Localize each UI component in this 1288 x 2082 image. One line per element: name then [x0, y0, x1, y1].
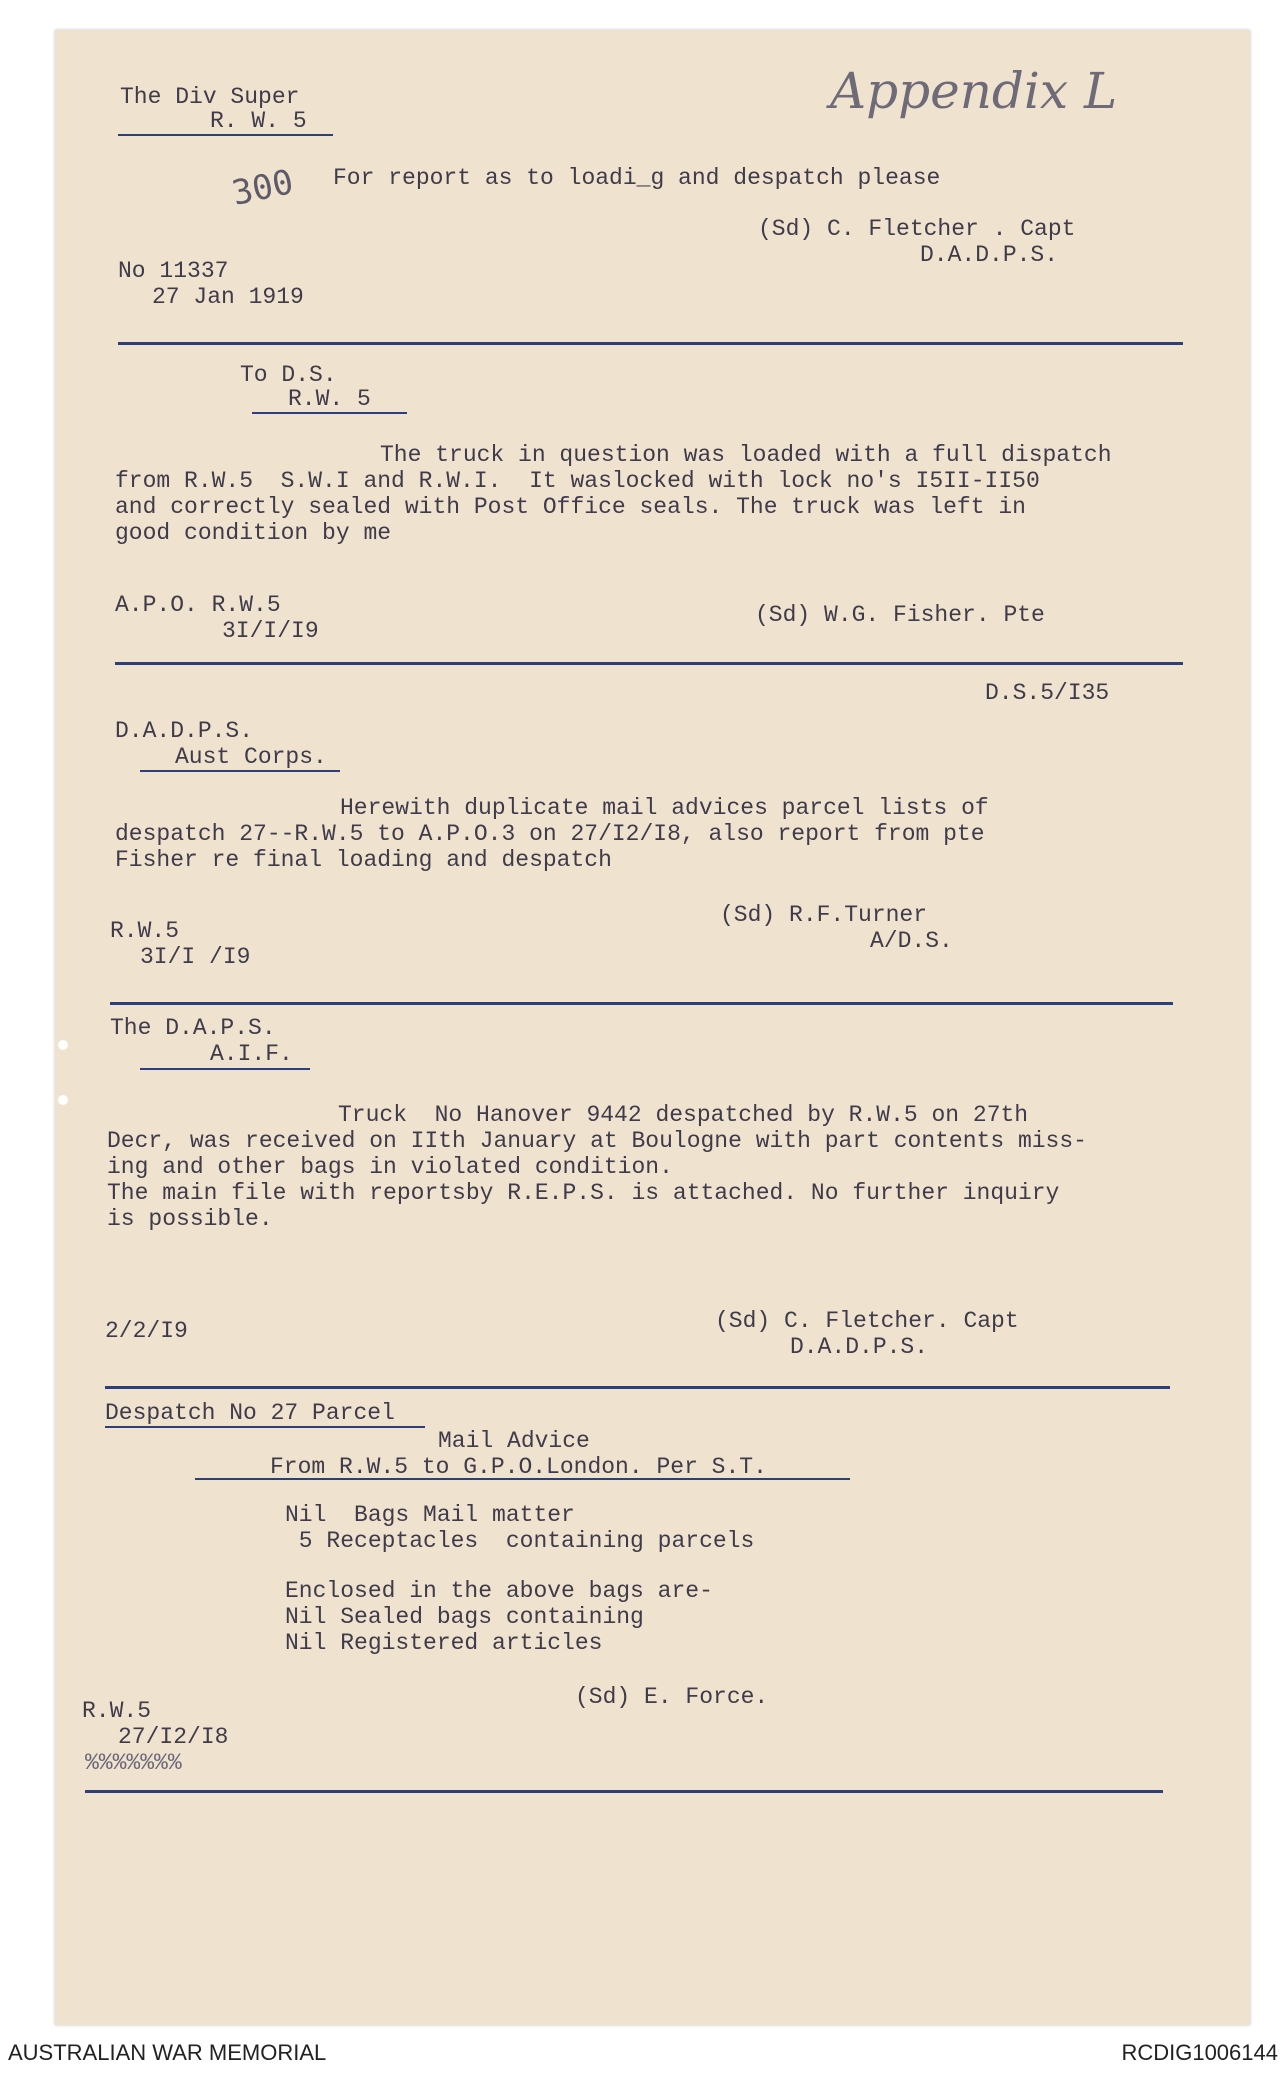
section2-from: A.P.O. R.W.5 [115, 592, 281, 618]
handwritten-appendix-note: Appendix L [830, 62, 1118, 120]
section3-rank: A/D.S. [870, 928, 953, 954]
punch-hole [58, 1040, 68, 1050]
section5-enclosure-line: Enclosed in the above bags are- [285, 1578, 713, 1604]
section5-enclosure-line: Nil Sealed bags containing [285, 1604, 644, 1630]
section3-signature: (Sd) R.F.Turner [720, 902, 928, 928]
section5-item: Nil Bags Mail matter [285, 1502, 575, 1528]
section1-addressee: The Div Super [120, 84, 300, 110]
underline [118, 134, 333, 136]
section3-body-line: Herewith duplicate mail advices parcel lists of [340, 795, 989, 821]
section3-date: 3I/I /I9 [140, 944, 251, 970]
section3-addressee: D.A.D.P.S. [115, 718, 254, 744]
section2-body-line: and correctly sealed with Post Office seals. The truck was left in [115, 494, 1026, 520]
section4-signature: (Sd) C. Fletcher. Capt [715, 1308, 1019, 1334]
underline [105, 1426, 425, 1428]
section1-body: For report as to loadi_g and despatch please [333, 165, 941, 191]
section4-body-line: Decr, was received on IIth January at Boulogne with part contents miss- [107, 1128, 1087, 1154]
section5-from: R.W.5 [82, 1698, 152, 1724]
section4-body-line: is possible. [107, 1206, 273, 1232]
section-divider [105, 1386, 1170, 1389]
section4-date: 2/2/I9 [105, 1318, 188, 1344]
underline [252, 412, 407, 414]
section1-rank: D.A.D.P.S. [920, 242, 1059, 268]
section5-heading: Despatch No 27 Parcel [105, 1400, 395, 1426]
section4-body-line: Truck No Hanover 9442 despatched by R.W.5 on 27th [338, 1102, 1029, 1128]
underline [140, 1068, 310, 1070]
section-divider [110, 1002, 1173, 1005]
section3-body-line: Fisher re final loading and despatch [115, 847, 612, 873]
section3-reference: D.S.5/I35 [985, 680, 1110, 706]
footer-institution: AUSTRALIAN WAR MEMORIAL [8, 2040, 327, 2065]
section1-addressee-unit: R. W. 5 [210, 108, 307, 134]
section4-addressee-unit: A.I.F. [210, 1041, 293, 1067]
section5-typed-marks: %%%%%%% [85, 1750, 182, 1776]
punch-hole [58, 1095, 68, 1105]
section5-subheading: Mail Advice [438, 1428, 590, 1454]
section-divider [118, 342, 1183, 345]
section5-date: 27/I2/I8 [118, 1724, 229, 1750]
section3-body-line: despatch 27--R.W.5 to A.P.O.3 on 27/I2/I8, also report from pte [115, 821, 985, 847]
section4-body-line: The main file with reportsby R.E.P.S. is attached. No further inquiry [107, 1180, 1060, 1206]
stamp-number: 300 [228, 162, 297, 214]
section-divider [85, 1790, 1163, 1793]
section2-body-line: from R.W.5 S.W.I and R.W.I. It waslocked with lock no's I5II-II50 [115, 468, 1040, 494]
section2-body-line: The truck in question was loaded with a full dispatch [380, 442, 1112, 468]
section2-signature: (Sd) W.G. Fisher. Pte [755, 602, 1045, 628]
section2-addressee-unit: R.W. 5 [288, 386, 371, 412]
section2-date: 3I/I/I9 [222, 618, 319, 644]
section4-rank: D.A.D.P.S. [790, 1334, 929, 1360]
section1-date: 27 Jan 1919 [152, 284, 304, 310]
section5-enclosure-line: Nil Registered articles [285, 1630, 603, 1656]
section3-addressee-unit: Aust Corps. [175, 744, 327, 770]
footer-record-id: RCDIG1006144 [1121, 2040, 1278, 2065]
section2-addressee: To D.S. [240, 362, 337, 388]
section4-body-line: ing and other bags in violated condition. [107, 1154, 673, 1180]
section5-signature: (Sd) E. Force. [575, 1684, 769, 1710]
section5-from-line: From R.W.5 to G.P.O.London. Per S.T. [270, 1454, 767, 1480]
section3-from: R.W.5 [110, 918, 180, 944]
underline [140, 770, 340, 772]
section4-addressee: The D.A.P.S. [110, 1015, 276, 1041]
underline [195, 1478, 850, 1480]
section1-signature: (Sd) C. Fletcher . Capt [758, 216, 1076, 242]
section2-body-line: good condition by me [115, 520, 392, 546]
section-divider [115, 662, 1183, 665]
section5-item: 5 Receptacles containing parcels [285, 1528, 755, 1554]
section1-ref-no: No 11337 [118, 258, 229, 284]
